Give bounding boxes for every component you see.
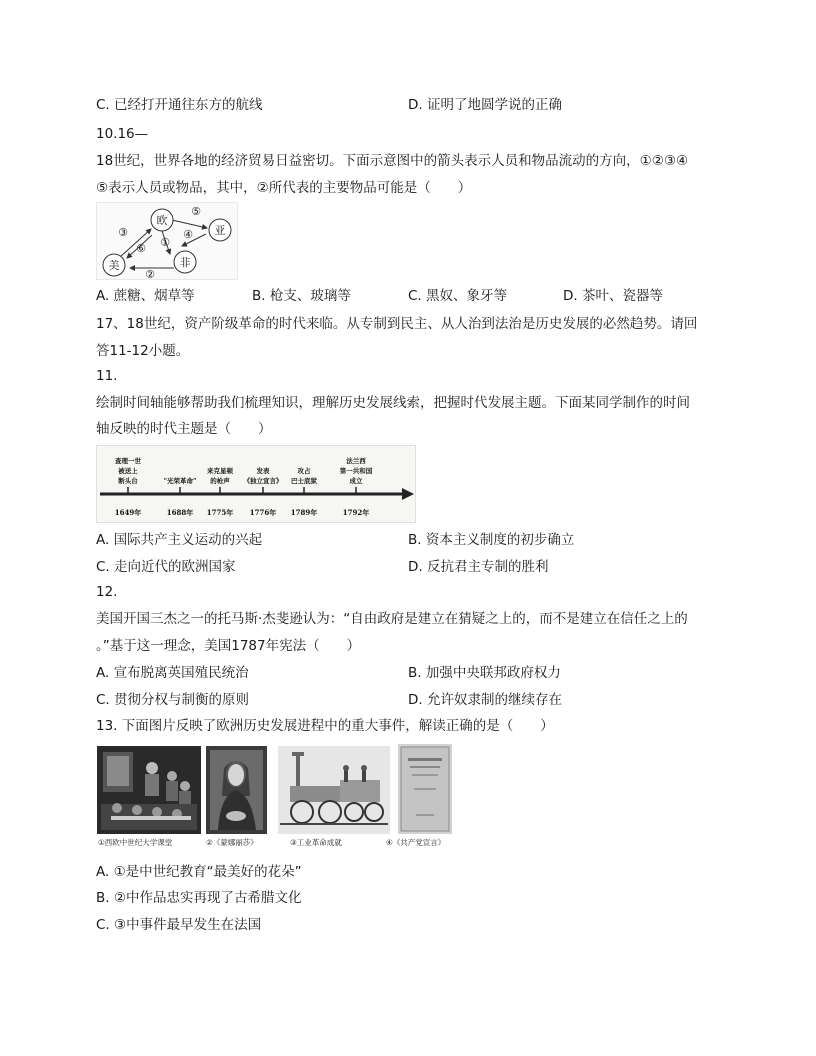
timeline-event-label: 法兰西 [346, 457, 366, 465]
q11-stem-line2: 轴反映的时代主题是（ ） [96, 421, 272, 437]
marker-5: ⑤ [191, 205, 201, 218]
caption-1: ①西欧中世纪大学课堂 [98, 838, 173, 847]
q12-option-d[interactable]: D. 允许奴隶制的继续存在 [408, 692, 562, 708]
timeline-event-label: 被送上 [118, 467, 138, 475]
timeline-event-label: 来克星顿 [207, 467, 233, 475]
q11-number: 11. [96, 368, 118, 384]
marker-4: ④ [183, 228, 193, 241]
caption-2: ②《蒙娜丽莎》 [206, 838, 258, 847]
q12-options-ab [96, 663, 736, 683]
locomotive-image [278, 746, 390, 834]
node-africa-label: 非 [179, 256, 191, 269]
q16-option-d[interactable]: D. 茶叶、瓷器等 [563, 288, 663, 304]
timeline-event-label: 第一共和国 [339, 467, 373, 475]
q11-option-d[interactable]: D. 反抗君主专制的胜利 [408, 559, 549, 575]
timeline-year-label: 1792年 [342, 508, 370, 517]
timeline-year-label: 1776年 [249, 508, 277, 517]
timeline-year-label: 1649年 [114, 508, 142, 517]
timeline-year-label: 1789年 [290, 508, 318, 517]
q10-16-label: 10.16— [96, 126, 149, 142]
marker-2: ② [145, 268, 155, 280]
q16-stem-line1: 18世纪，世界各地的经济贸易日益密切。下面示意图中的箭头表示人员和物品流动的方向，①②③④ [96, 153, 689, 169]
node-asia-label: 亚 [214, 224, 226, 237]
q12-stem-line2: 。”基于这一理念，美国1787年宪法（ ） [96, 638, 361, 654]
timeline-event-label: 的枪声 [210, 477, 230, 485]
q11-stem-line1: 绘制时间轴能够帮助我们梳理知识，理解历史发展线索，把握时代发展主题。下面某同学制作的时间 [96, 395, 690, 411]
q16-stem-line2: ⑤表示人员或物品，其中，②所代表的主要物品可能是（ ） [96, 180, 472, 196]
q13-option-c[interactable]: C. ③中事件最早发生在法国 [96, 917, 262, 933]
node-europe-label: 欧 [156, 214, 168, 227]
timeline-event-label: 攻占 [297, 467, 311, 475]
revolution-timeline [96, 445, 416, 523]
timeline-event-label: 成立 [349, 477, 363, 485]
q13-option-b[interactable]: B. ②中作品忠实再现了古希腊文化 [96, 890, 302, 906]
q11-options-ab [96, 530, 736, 550]
q11-options-cd [96, 557, 736, 577]
q16-option-c[interactable]: C. 黑奴、象牙等 [408, 288, 508, 304]
marker-3: ③ [118, 226, 128, 239]
q13-stem: 13. 下面图片反映了欧洲历史发展进程中的重大事件，解读正确的是（ ） [96, 718, 554, 734]
marker-1: ① [160, 236, 170, 249]
mona-lisa-image [206, 746, 267, 834]
q10-option-d: D. 证明了地圆学说的正确 [408, 97, 562, 113]
timeline-event-label: 发表 [256, 467, 270, 475]
timeline-event-label: 查理一世 [115, 457, 141, 465]
medieval-classroom-image [97, 746, 201, 834]
q11-option-a[interactable]: A. 国际共产主义运动的兴起 [96, 532, 263, 548]
q11-option-c[interactable]: C. 走向近代的欧洲国家 [96, 559, 236, 575]
intro-11-12-line2: 答11-12小题。 [96, 343, 190, 359]
timeline-event-label: 《独立宣言》 [243, 477, 283, 485]
node-america-label: 美 [108, 259, 120, 272]
q16-option-b[interactable]: B. 枪支、玻璃等 [252, 288, 351, 304]
timeline-year-label: 1775年 [206, 508, 234, 517]
q16-option-a[interactable]: A. 蔗糖、烟草等 [96, 288, 195, 304]
q16-options [96, 286, 736, 306]
timeline-event-label: 巴士底狱 [291, 477, 317, 485]
q12-options-cd [96, 690, 736, 710]
communist-manifesto-image [398, 744, 452, 834]
q12-number: 12. [96, 584, 118, 600]
marker-6: ⑥ [136, 242, 146, 255]
timeline-event-label: "光荣革命" [163, 477, 197, 485]
q11-option-b[interactable]: B. 资本主义制度的初步确立 [408, 532, 575, 548]
timeline-event-label: 断头台 [118, 477, 138, 485]
intro-11-12-line1: 17、18世纪，资产阶级革命的时代来临。从专制到民主、从人治到法治是历史发展的必然趋势。请回 [96, 316, 698, 332]
caption-4: ④《共产党宣言》 [386, 838, 446, 847]
q12-option-c[interactable]: C. 贯彻分权与制衡的原则 [96, 692, 250, 708]
timeline-year-label: 1688年 [166, 508, 194, 517]
q13-option-a[interactable]: A. ①是中世纪教育“最美好的花朵” [96, 864, 302, 880]
q12-option-b[interactable]: B. 加强中央联邦政府权力 [408, 665, 561, 681]
q10-option-c: C. 已经打开通往东方的航线 [96, 97, 263, 113]
q12-option-a[interactable]: A. 宣布脱离英国殖民统治 [96, 665, 249, 681]
caption-3: ③工业革命成就 [290, 838, 342, 847]
q10-options-cd [96, 95, 736, 115]
q12-stem-line1: 美国开国三杰之一的托马斯·杰斐逊认为：“自由政府是建立在猜疑之上的，而不是建立在信任之上的 [96, 611, 688, 627]
trade-flow-diagram [96, 202, 238, 280]
